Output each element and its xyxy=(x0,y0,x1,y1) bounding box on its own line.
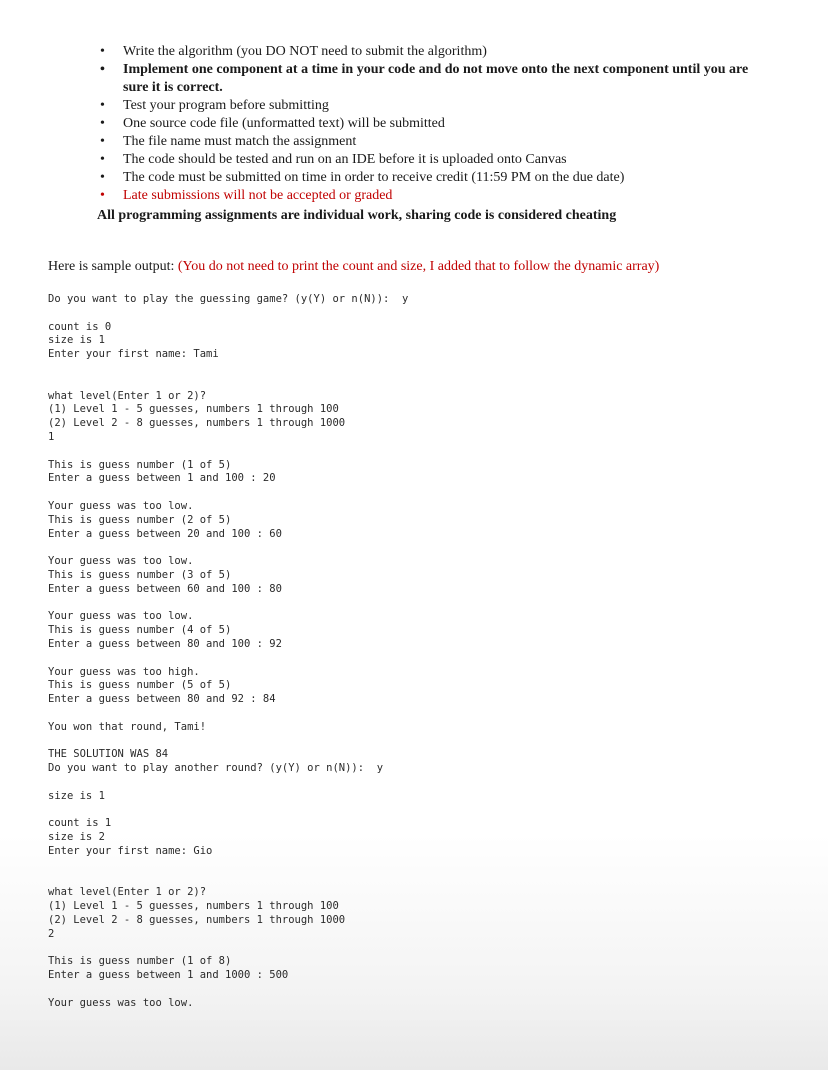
bullet-icon: • xyxy=(100,62,105,77)
console-line xyxy=(48,597,408,611)
console-line: count is 1 xyxy=(48,817,112,830)
console-line: Enter a guess between 80 and 100 : 92 xyxy=(48,637,282,650)
bullet-icon: • xyxy=(100,116,105,131)
console-line xyxy=(48,735,408,749)
requirement-text: The file name must match the assignment xyxy=(123,134,357,149)
console-line: This is guess number (3 of 5) xyxy=(48,568,232,581)
console-line: Enter a guess between 20 and 100 : 60 xyxy=(48,527,282,540)
console-line xyxy=(48,376,408,390)
bullet-icon: • xyxy=(100,98,105,113)
console-line: This is guess number (4 of 5) xyxy=(48,624,232,637)
console-line: size is 2 xyxy=(48,831,105,844)
console-line: Your guess was too low. xyxy=(48,499,194,512)
console-line xyxy=(48,652,408,666)
bullet-icon: • xyxy=(100,152,105,167)
console-line: Enter a guess between 80 and 92 : 84 xyxy=(48,693,276,706)
console-line: Enter a guess between 60 and 100 : 80 xyxy=(48,582,282,595)
console-line: You won that round, Tami! xyxy=(48,720,207,733)
console-line: (2) Level 2 - 8 guesses, numbers 1 through 1000 xyxy=(48,913,346,926)
console-line xyxy=(48,941,408,955)
console-line: size is 1 xyxy=(48,789,105,802)
bullet-icon: • xyxy=(100,170,105,185)
requirement-item xyxy=(96,133,776,151)
console-line xyxy=(48,541,408,555)
console-line: THE SOLUTION WAS 84 xyxy=(48,748,169,761)
console-line: Your guess was too low. xyxy=(48,555,194,568)
console-line: Your guess was too low. xyxy=(48,610,194,623)
console-line: (2) Level 2 - 8 guesses, numbers 1 through 1000 xyxy=(48,417,346,430)
console-line: This is guess number (1 of 8) xyxy=(48,955,232,968)
console-line: This is guess number (5 of 5) xyxy=(48,679,232,692)
requirement-item xyxy=(96,97,776,115)
requirement-text: The code should be tested and run on an IDE before it is uploaded onto Canvas xyxy=(123,152,567,167)
requirement-text: Write the algorithm (you DO NOT need to submit the algorithm) xyxy=(123,44,487,59)
console-line: Enter a guess between 1 and 1000 : 500 xyxy=(48,969,289,982)
sample-output-label: Here is sample output: xyxy=(48,259,175,274)
console-line: what level(Enter 1 or 2)? xyxy=(48,389,207,402)
requirement-text: The code must be submitted on time in order to receive credit (11:59 PM on the due date) xyxy=(123,170,625,185)
console-line: Do you want to play the guessing game? (y(Y) or n(N)): y xyxy=(48,293,409,305)
console-line: Your guess was too high. xyxy=(48,665,200,678)
console-line xyxy=(48,872,408,886)
console-line: Your guess was too low. xyxy=(48,996,194,1009)
console-line xyxy=(48,803,408,817)
requirement-item xyxy=(96,151,776,169)
console-line: what level(Enter 1 or 2)? xyxy=(48,886,207,899)
console-line: Enter a guess between 1 and 100 : 20 xyxy=(48,472,276,485)
console-line: 1 xyxy=(48,430,55,443)
bullet-icon: • xyxy=(100,188,105,203)
console-line xyxy=(48,707,408,721)
console-line: count is 0 xyxy=(48,320,112,333)
sample-console-output xyxy=(48,293,408,1010)
requirement-item xyxy=(96,61,776,97)
sample-output-note: (You do not need to print the count and size, I added that to follow the dynamic array) xyxy=(177,259,660,274)
console-line xyxy=(48,983,408,997)
requirement-text: Implement one component at a time in your code and do not move onto the next component until you are sure it is correct. xyxy=(123,62,749,95)
console-line: (1) Level 1 - 5 guesses, numbers 1 through 100 xyxy=(48,403,339,416)
console-line xyxy=(48,859,408,873)
requirement-text: Test your program before submitting xyxy=(123,98,329,113)
console-line xyxy=(48,776,408,790)
requirement-text: Late submissions will not be accepted or graded xyxy=(123,188,393,203)
requirement-item xyxy=(96,43,776,61)
console-line: Do you want to play another round? (y(Y) or n(N)): y xyxy=(48,762,384,775)
requirement-item xyxy=(96,169,776,187)
console-line xyxy=(48,445,408,459)
console-line: Enter your first name: Gio xyxy=(48,844,213,857)
requirement-text: One source code file (unformatted text) will be submitted xyxy=(123,116,445,131)
console-line: This is guess number (1 of 5) xyxy=(48,458,232,471)
individual-work-notice: All programming assignments are individual work, sharing code is considered cheating xyxy=(97,208,617,223)
console-line: (1) Level 1 - 5 guesses, numbers 1 through 100 xyxy=(48,900,339,913)
console-line xyxy=(48,307,408,321)
console-line: Enter your first name: Tami xyxy=(48,348,219,361)
console-line xyxy=(48,362,408,376)
sample-output-heading xyxy=(48,258,659,276)
bullet-icon: • xyxy=(100,134,105,149)
bullet-icon: • xyxy=(100,44,105,59)
requirements-list xyxy=(96,43,776,205)
console-line: size is 1 xyxy=(48,334,105,347)
requirement-item xyxy=(96,115,776,133)
requirement-item xyxy=(96,187,776,205)
console-line: 2 xyxy=(48,927,55,940)
console-line xyxy=(48,486,408,500)
console-line: This is guess number (2 of 5) xyxy=(48,513,232,526)
